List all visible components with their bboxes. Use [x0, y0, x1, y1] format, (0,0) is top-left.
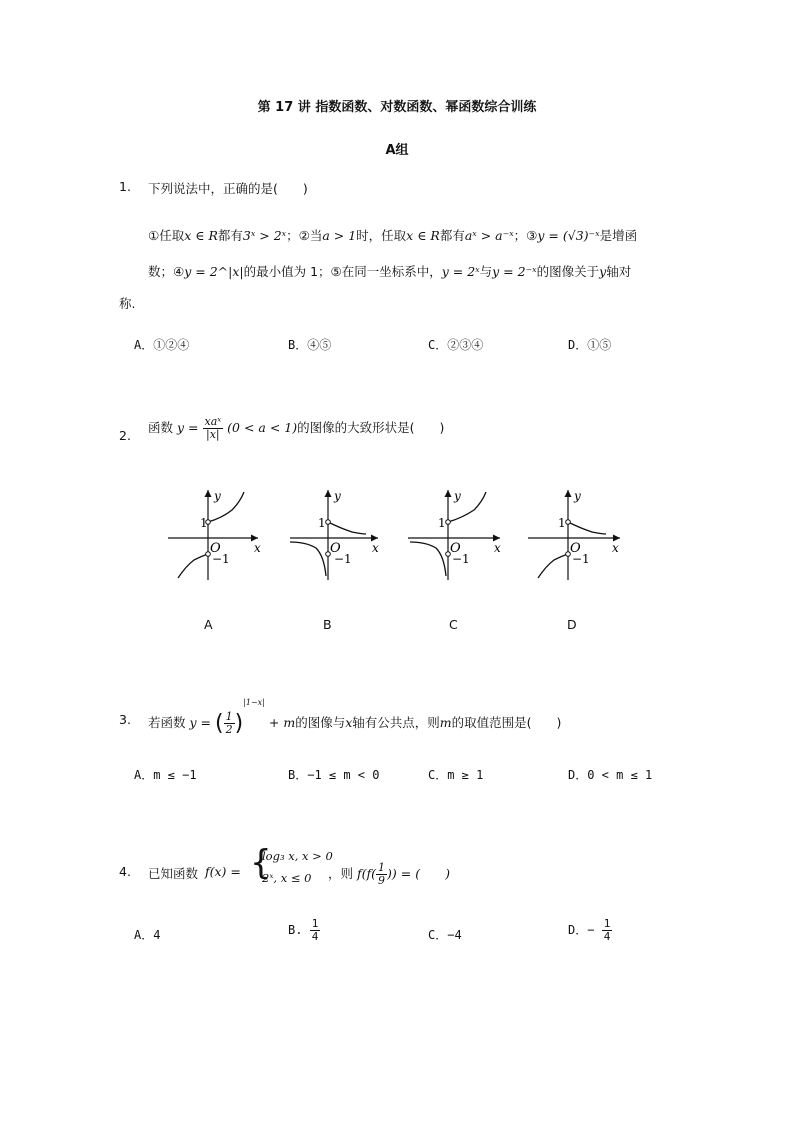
q1-option-a[interactable]: A．①②④ — [134, 338, 190, 352]
svg-text:1: 1 — [558, 516, 566, 530]
q4-option-b-fraction: $\frac{1}{4}$ — [311, 917, 319, 944]
q4-option-a[interactable]: A．4 — [134, 928, 161, 942]
svg-text:1: 1 — [438, 516, 446, 530]
svg-text:x: x — [372, 541, 379, 555]
q1-stem: 下列说法中，正确的是( ) — [148, 181, 308, 196]
q3-option-c[interactable]: C．m ≥ 1 — [428, 768, 484, 782]
q4-case-1: log₃ x, x > 0 — [262, 849, 333, 863]
q4-option-b[interactable]: B. $\frac{1}{4}$ — [288, 917, 319, 944]
graph-label-d[interactable]: D — [567, 617, 577, 632]
graph-c — [408, 489, 501, 580]
svg-text:1: 1 — [318, 516, 326, 530]
graph-label-a[interactable]: A — [204, 617, 213, 632]
q2-graphs — [0, 470, 794, 590]
svg-text:O: O — [210, 541, 221, 556]
svg-text:y: y — [454, 489, 461, 503]
q1-line1: ①任取x ∈ R都有3ˣ > 2ˣ；②当a > 1时，任取x ∈ R都有aˣ > a⁻ˣ；③y = (√3)⁻ˣ是增函 — [148, 228, 638, 243]
graph-label-c[interactable]: C — [449, 617, 458, 632]
q3-stem: 若函数 y = ( $\frac{1}{2}$ )$^{|1-x|}$ + m的图像与x轴有公共点，则m的取值范围是( ) — [148, 698, 562, 736]
q4-brace: { — [250, 843, 272, 883]
svg-text:x: x — [254, 541, 261, 555]
svg-text:O: O — [330, 541, 341, 556]
graph-a — [168, 489, 261, 580]
q3-fraction: $\frac{1}{2}$ — [225, 709, 233, 736]
page-title: 第 17 讲 指数函数、对数函数、幂函数综合训练 — [257, 100, 537, 115]
svg-text:O: O — [570, 541, 581, 556]
svg-text:1: 1 — [200, 516, 208, 530]
q4-fraction: $\frac{1}{9}$ — [378, 861, 386, 888]
q4-fx: f(x) = — [205, 864, 241, 879]
svg-text:y: y — [574, 489, 581, 503]
q2-fraction: $\frac{\text{xaˣ}}{|x|}$ — [204, 415, 222, 442]
svg-text:−1: −1 — [334, 552, 352, 566]
svg-text:y: y — [334, 489, 341, 503]
q1-number: 1. — [119, 179, 131, 194]
q4-number: 4. — [119, 864, 131, 879]
q3-option-d[interactable]: D．0 < m ≤ 1 — [568, 768, 653, 782]
q1-line2: 数；④y = 2^|x|的最小值为 1；⑤在同一坐标系中，y = 2ˣ与y = 2⁻ˣ的图像关于y轴对 — [148, 264, 632, 279]
q3-option-b[interactable]: B．−1 ≤ m < 0 — [288, 768, 380, 782]
q1-line3: 称. — [119, 296, 136, 311]
svg-text:−1: −1 — [212, 552, 230, 566]
q4-option-d[interactable]: D．− $\frac{1}{4}$ — [568, 917, 611, 944]
q4-expr: ，则 f(f( $\frac{1}{9}$ )) = ( ) — [328, 861, 450, 888]
q4-option-c[interactable]: C．−4 — [428, 928, 462, 942]
q1-option-b[interactable]: B．④⑤ — [288, 338, 332, 352]
group-heading: A组 — [385, 143, 409, 158]
graph-b — [290, 489, 379, 580]
q2-stem: 函数 y = $\frac{\text{xaˣ}}{|x|}$ (0 < a < 1)的图像的大致形状是( ) — [148, 415, 445, 442]
svg-text:O: O — [450, 541, 461, 556]
svg-text:y: y — [214, 489, 221, 503]
q2-number: 2. — [119, 428, 131, 443]
graph-label-b[interactable]: B — [323, 617, 332, 632]
q4-case-2: 2ˣ, x ≤ 0 — [262, 871, 312, 885]
q1-option-d[interactable]: D．①⑤ — [568, 338, 612, 352]
q3-number: 3. — [119, 712, 131, 727]
q4-pre: 已知函数 — [148, 866, 199, 881]
q1-option-c[interactable]: C．②③④ — [428, 338, 484, 352]
graph-d — [528, 489, 620, 580]
q4-option-d-fraction: $\frac{1}{4}$ — [603, 917, 611, 944]
svg-text:x: x — [494, 541, 501, 555]
svg-text:−1: −1 — [452, 552, 470, 566]
svg-text:−1: −1 — [572, 552, 590, 566]
q3-option-a[interactable]: A．m ≤ −1 — [134, 768, 197, 782]
svg-text:x: x — [612, 541, 619, 555]
